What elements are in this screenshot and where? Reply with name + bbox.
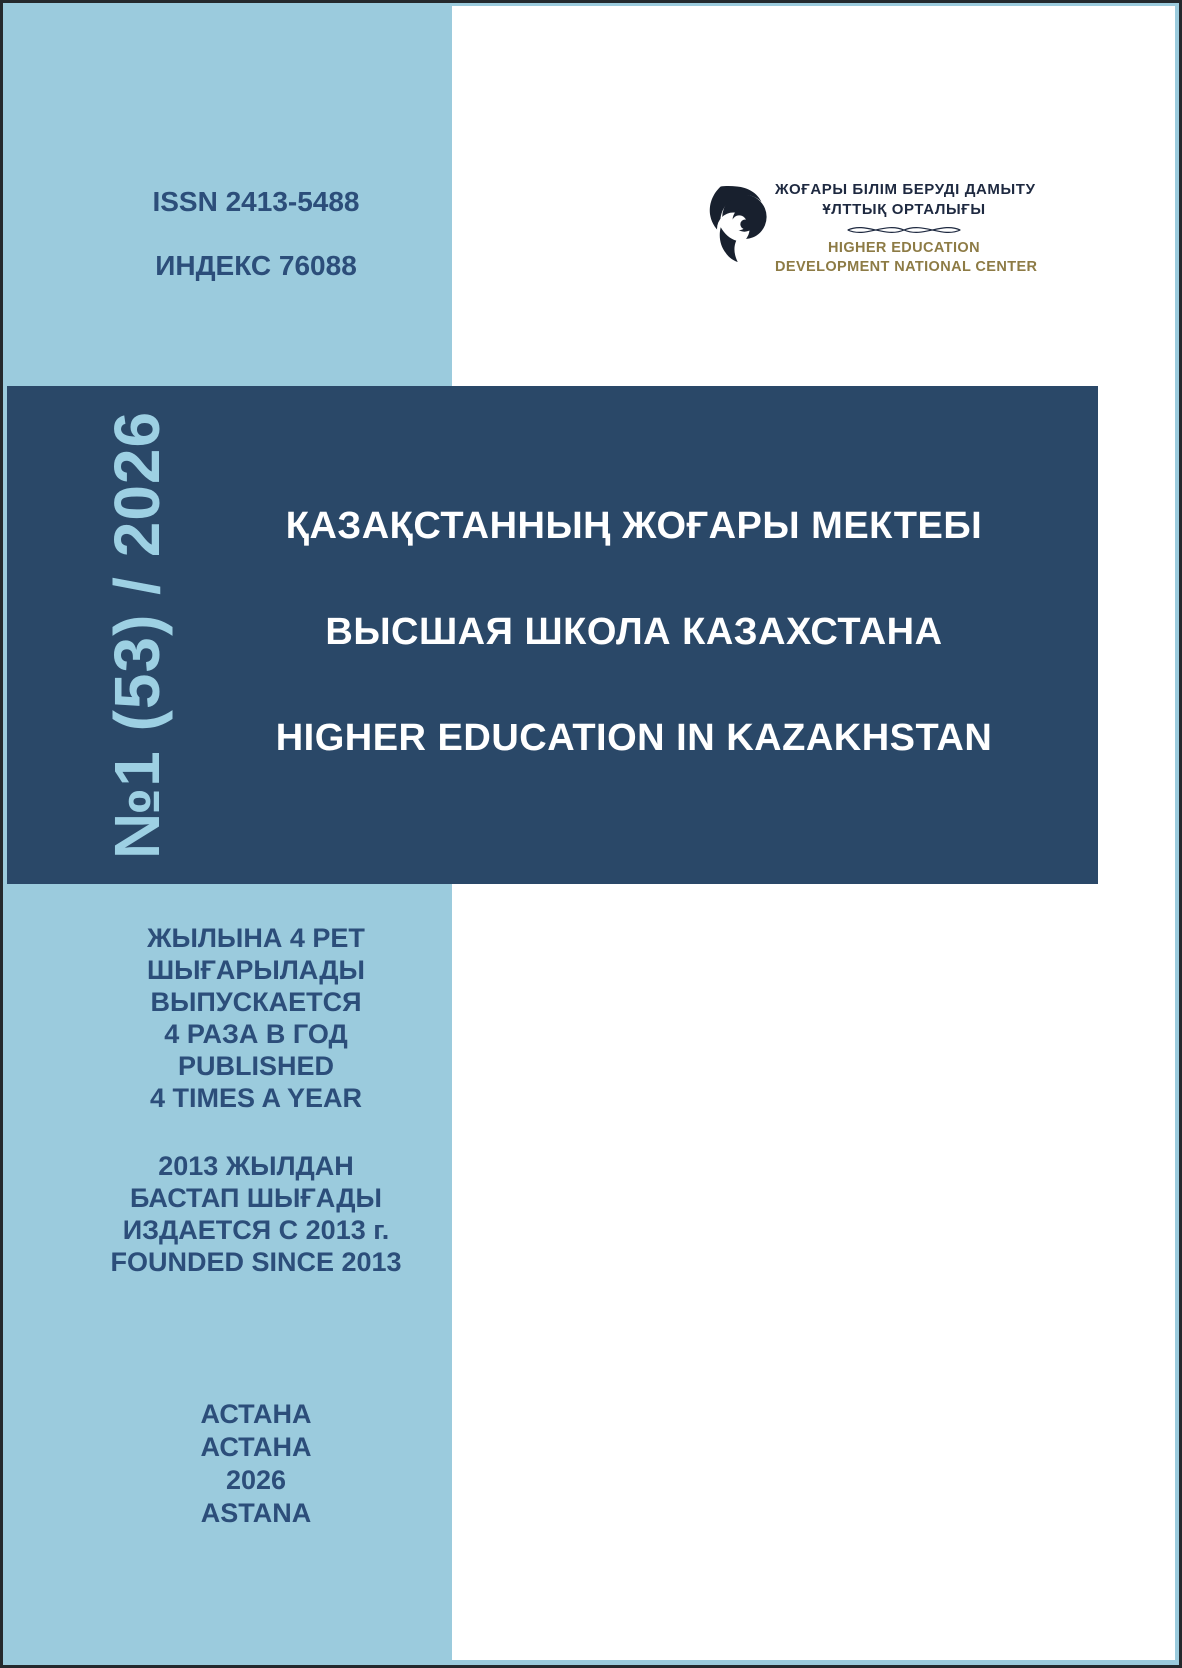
frequency-line: ШЫҒАРЫЛАДЫ xyxy=(147,955,365,985)
city-year-block xyxy=(60,1398,452,1530)
publisher-name-kk-line1: ЖОҒАРЫ БІЛІМ БЕРУДІ ДАМЫТУ xyxy=(775,181,1036,198)
ornament-swirl-icon xyxy=(700,184,774,272)
city-line: АСТАНА xyxy=(200,1432,312,1462)
frequency-line: ВЫПУСКАЕТСЯ xyxy=(150,987,362,1017)
city-line: ASTANA xyxy=(200,1498,312,1528)
journal-title-en: HIGHER EDUCATION IN KAZAKHSTAN xyxy=(275,717,993,759)
publisher-name-kk-line2: ҰЛТТЫҚ ОРТАЛЫҒЫ xyxy=(822,201,986,218)
founded-line: FOUNDED SINCE 2013 xyxy=(110,1247,402,1277)
founded-line: ИЗДАЕТСЯ С 2013 г. xyxy=(122,1215,390,1245)
journal-titles xyxy=(194,386,1074,884)
publisher-name-en-line2: DEVELOPMENT NATIONAL CENTER xyxy=(775,259,1038,275)
founded-line: БАСТАП ШЫҒАДЫ xyxy=(130,1183,382,1213)
city-line: АСТАНА xyxy=(200,1399,312,1429)
founded-line: 2013 ЖЫЛДАН xyxy=(158,1151,354,1181)
journal-title-kk: ҚАЗАҚСТАННЫҢ ЖОҒАРЫ МЕКТЕБІ xyxy=(285,505,983,547)
frequency-line: ЖЫЛЫНА 4 РЕТ xyxy=(147,923,365,953)
founded-block xyxy=(60,1150,452,1278)
city-line: 2026 xyxy=(225,1465,287,1495)
issn-index-block xyxy=(60,185,452,283)
frequency-line: PUBLISHED xyxy=(177,1051,334,1081)
journal-title-ru: ВЫСШАЯ ШКОЛА КАЗАХСТАНА xyxy=(325,611,943,653)
issue-number-text: №1 (53) / 2026 xyxy=(101,410,173,860)
issn-number: ISSN 2413-5488 xyxy=(152,186,360,217)
frequency-block xyxy=(60,922,452,1114)
infinity-divider-icon xyxy=(844,223,964,237)
frequency-line: 4 TIMES A YEAR xyxy=(149,1083,363,1113)
frequency-line: 4 РАЗА В ГОД xyxy=(164,1019,348,1049)
title-banner xyxy=(7,386,1098,884)
publisher-name xyxy=(775,180,1038,277)
publisher-name-en-line1: HIGHER EDUCATION xyxy=(828,240,980,256)
subscription-index: ИНДЕКС 76088 xyxy=(155,250,357,281)
